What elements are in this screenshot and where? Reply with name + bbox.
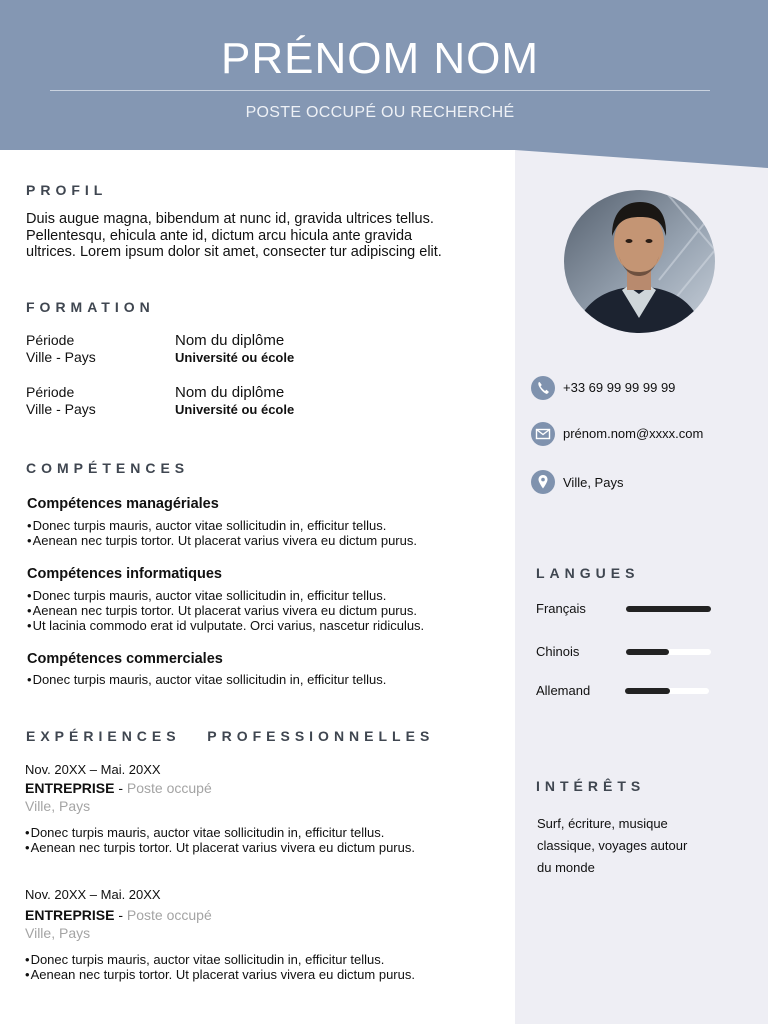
skills-heading: COMPÉTENCES [26, 460, 190, 476]
phone-icon [531, 376, 555, 400]
location-text: Ville, Pays [563, 475, 624, 490]
language-level-bar [626, 606, 711, 612]
experience-bullets [25, 825, 415, 855]
position-title: Poste occupé [126, 907, 212, 923]
skill-item: • Donec turpis mauris, auctor vitae sollicitudin in, efficitur tellus. [27, 518, 417, 533]
company-name: ENTREPRISE [25, 780, 115, 796]
education-period: Période [26, 332, 75, 348]
profile-line: Duis augue magna, bibendum at nunc id, gravida ultrices tellus. [26, 211, 434, 227]
experience-header [25, 780, 212, 796]
skill-item: • Donec turpis mauris, auctor vitae sollicitudin in, efficitur tellus. [27, 588, 424, 603]
company-separator: - [114, 780, 127, 796]
experience-heading: EXPÉRIENCES PROFESSIONNELLES [26, 728, 435, 744]
education-location: Ville - Pays [26, 349, 96, 365]
envelope-icon [531, 422, 555, 446]
interests-line: du monde [537, 860, 595, 875]
skill-list [27, 588, 424, 633]
position-title: Poste occupé [126, 780, 212, 796]
skill-group-title: Compétences managériales [27, 496, 219, 512]
experience-header [25, 907, 212, 923]
language-level-fill [625, 688, 670, 694]
skill-item: • Ut lacinia commodo erat id vulputate. Orci varius, nascetur ridiculus. [27, 618, 424, 633]
language-level-bar [626, 649, 711, 655]
interests-heading: INTÉRÊTS [536, 778, 646, 794]
language-name: Allemand [536, 683, 591, 698]
education-period: Période [26, 384, 75, 400]
experience-bullets [25, 952, 415, 982]
skill-group-title: Compétences informatiques [27, 566, 222, 582]
experience-item: • Donec turpis mauris, auctor vitae sollicitudin in, efficitur tellus. [25, 825, 415, 840]
education-heading: FORMATION [26, 299, 155, 315]
skill-group-title: Compétences commerciales [27, 651, 223, 667]
interests-line: Surf, écriture, musique [537, 816, 668, 831]
language-level-fill [626, 649, 669, 655]
education-degree: Nom du diplôme [175, 332, 285, 349]
language-name: Français [536, 601, 586, 616]
header-divider [50, 90, 710, 91]
profile-heading: PROFIL [26, 182, 108, 198]
profile-text [26, 211, 442, 261]
skill-item: • Aenean nec turpis tortor. Ut placerat varius vivera eu dictum purus. [27, 533, 417, 548]
profile-photo [564, 190, 715, 333]
phone-number: +33 69 99 99 99 99 [563, 380, 676, 395]
experience-item: • Donec turpis mauris, auctor vitae sollicitudin in, efficitur tellus. [25, 952, 415, 967]
language-name: Chinois [536, 644, 580, 659]
profile-line: ultrices. Lorem ipsum dolor sit amet, consecter tur adipiscing elit. [26, 244, 442, 260]
company-separator: - [114, 907, 127, 923]
skill-item: • Aenean nec turpis tortor. Ut placerat varius vivera eu dictum purus. [27, 603, 424, 618]
education-school: Université ou école [175, 402, 295, 417]
interests-text [537, 813, 737, 879]
experience-item: • Aenean nec turpis tortor. Ut placerat varius vivera eu dictum purus. [25, 840, 415, 855]
map-pin-icon [531, 470, 555, 494]
skill-list [27, 518, 417, 548]
skill-list [27, 672, 386, 687]
education-location: Ville - Pays [26, 401, 96, 417]
language-level-bar [625, 688, 709, 694]
experience-location: Ville, Pays [25, 925, 91, 941]
job-title: POSTE OCCUPÉ OU RECHERCHÉ [245, 104, 515, 121]
email-address: prénom.nom@xxxx.com [563, 426, 704, 441]
skill-item: • Donec turpis mauris, auctor vitae sollicitudin in, efficitur tellus. [27, 672, 386, 687]
company-name: ENTREPRISE [25, 907, 115, 923]
profile-line: Pellentesqu, ehicula ante id, dictum arcu hicula ante gravida [26, 227, 413, 244]
experience-location: Ville, Pays [25, 798, 91, 814]
education-degree: Nom du diplôme [175, 384, 285, 401]
education-school: Université ou école [175, 350, 295, 365]
experience-dates: Nov. 20XX – Mai. 20XX [25, 887, 161, 902]
languages-heading: LANGUES [536, 565, 640, 581]
candidate-name: PRÉNOM NOM [221, 34, 539, 83]
language-level-fill [626, 606, 711, 612]
interests-line: classique, voyages autour [537, 838, 688, 853]
experience-item: • Aenean nec turpis tortor. Ut placerat varius vivera eu dictum purus. [25, 967, 415, 982]
experience-dates: Nov. 20XX – Mai. 20XX [25, 762, 161, 777]
header-banner [0, 0, 768, 168]
